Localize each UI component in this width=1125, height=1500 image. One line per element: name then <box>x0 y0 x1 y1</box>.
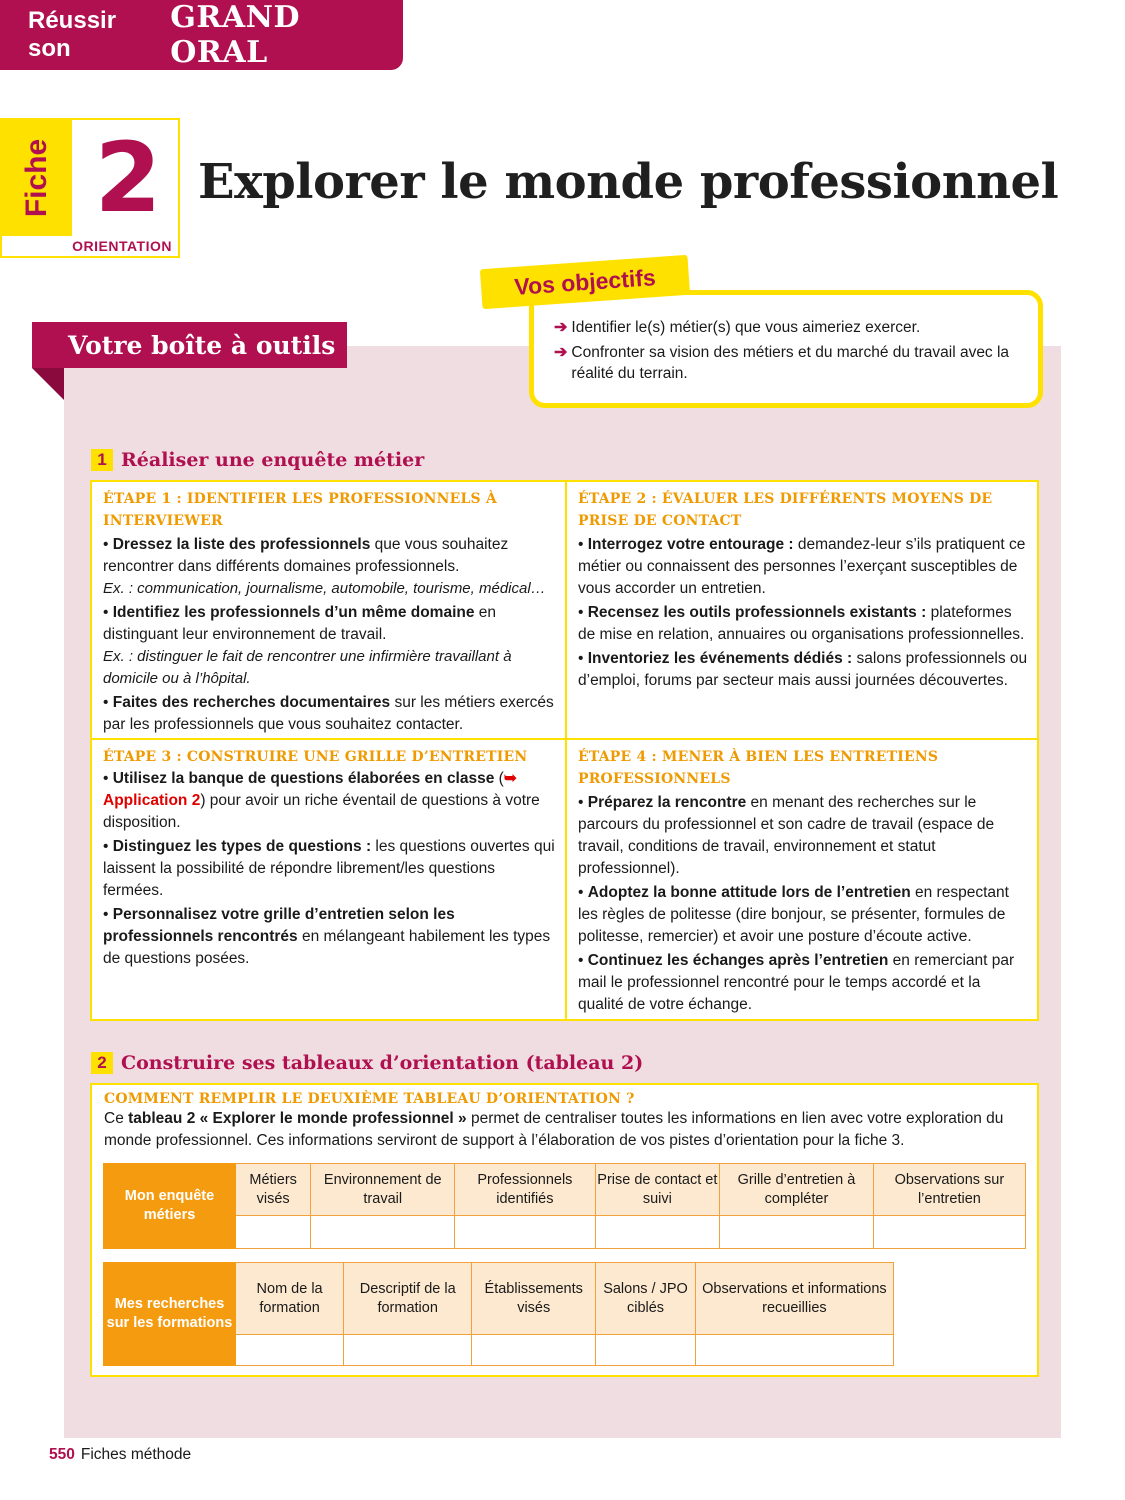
page-title: Explorer le monde professionnel <box>198 154 1059 210</box>
fiche-category: ORIENTATION <box>72 238 172 254</box>
objectives-box <box>529 290 1043 408</box>
fiche-label-band <box>2 120 72 236</box>
column-label: Grille d’entretien à compléter <box>720 1164 874 1216</box>
step-heading: ÉTAPE 2 : ÉVALUER LES DIFFÉRENTS MOYENS DE PRISE DE CONTACT <box>578 491 993 529</box>
empty-cell <box>720 1216 874 1249</box>
column-label: Descriptif de la formation <box>344 1263 472 1335</box>
step-2 <box>567 482 1039 692</box>
application-link[interactable]: ➥ Application 2 <box>103 770 517 809</box>
tableau-heading: COMMENT REMPLIR LE DEUXIÈME TABLEAU D’ORIENTATION ? <box>104 1091 635 1107</box>
table-row-header: Mon enquête métiers <box>104 1164 236 1249</box>
step-bullet: • Adoptez la bonne attitude lors de l’entretien en respectant les règles de politesse (dire bonjour, se présenter, formules de politesse, remercier) et avoir une posture d’écoute active. <box>578 884 1009 945</box>
objective-item <box>554 342 1024 384</box>
empty-cell <box>236 1216 311 1249</box>
step-bullet: • Interrogez votre entourage : demandez-leur s’ils pratiquent ce métier ou connaissent des personnes l’exerçant susceptibles de vous accorder un entretien. <box>578 536 1026 597</box>
fiche-label: Fiche <box>20 138 53 218</box>
column-label: Professionnels identifiés <box>455 1164 595 1216</box>
empty-cell <box>236 1335 344 1366</box>
step-bullet: • Utilisez la banque de questions élaborées en classe (➥ Application 2) pour avoir un riche éventail de questions à votre disposition. <box>103 770 540 831</box>
step-bullet: • Dressez la liste des professionnels que vous souhaitez rencontrer dans différents domaines professionnels. <box>103 536 509 575</box>
objective-text: Confronter sa vision des métiers et du marché du travail avec la réalité du terrain. <box>571 344 1010 382</box>
empty-cell <box>596 1335 696 1366</box>
column-label: Métiers visés <box>236 1164 311 1216</box>
empty-cell <box>595 1216 720 1249</box>
step-bullet: • Distinguez les types de questions : les questions ouvertes qui laissent la possibilité de répondre librement/les questions fermées. <box>103 838 555 899</box>
header-banner <box>0 0 403 70</box>
section-1-title <box>91 449 424 471</box>
step-bullet: • Inventoriez les événements dédiés : salons professionnels ou d’emploi, forums par secteur mais aussi journées découvertes. <box>578 650 1028 689</box>
header-big: GRAND ORAL <box>170 0 301 70</box>
step-3 <box>92 740 565 970</box>
objective-item <box>554 317 1024 338</box>
step-bullet: • Identifiez les professionnels d’un même domaine en distinguant leur environnement de travail. <box>103 604 497 643</box>
step-bullet: • Recensez les outils professionnels existants : plateformes de mise en relation, annuaires ou organisations professionnelles. <box>578 604 1025 643</box>
step-1 <box>92 482 565 736</box>
toolbox-tab: Votre boîte à outils <box>32 322 347 368</box>
table-row-header: Mes recherches sur les formations <box>104 1263 236 1366</box>
empty-cell <box>695 1335 893 1366</box>
step-heading: ÉTAPE 3 : CONSTRUIRE UNE GRILLE D’ENTRETIEN <box>103 749 528 765</box>
table-recherches-formations <box>103 1262 894 1366</box>
column-label: Nom de la formation <box>236 1263 344 1335</box>
column-label: Salons / JPO ciblés <box>596 1263 696 1335</box>
steps-grid <box>90 480 1039 1021</box>
page-footer <box>49 1446 191 1464</box>
column-label: Environnement de travail <box>311 1164 455 1216</box>
section-title-text: Construire ses tableaux d’orientation (tableau 2) <box>121 1052 644 1074</box>
column-label: Observations sur l’entretien <box>873 1164 1025 1216</box>
step-bullet: • Continuez les échanges après l’entretien en remerciant par mail le professionnel rencontré pour le temps accordé et la qualité de votre échange. <box>578 952 1015 1013</box>
footer-label: Fiches méthode <box>80 1446 192 1463</box>
fiche-number: 2 <box>94 122 162 234</box>
arrow-right-icon: ➔ <box>554 344 568 361</box>
header-small: Réussir son <box>28 7 117 62</box>
step-bullet: • Personnalisez votre grille d’entretien selon les professionnels rencontrés en mélangeant habilement les types de questions posées. <box>103 906 551 967</box>
section-number: 1 <box>91 449 113 471</box>
step-example: Ex. : distinguer le fait de rencontrer une infirmière travaillant à domicile ou à l’hôpital. <box>103 648 512 687</box>
page-number: 550 <box>49 1446 75 1463</box>
step-example: Ex. : communication, journalisme, automobile, tourisme, médical… <box>103 580 546 597</box>
objectives-label: Vos objectifs <box>480 255 690 309</box>
empty-cell <box>873 1216 1025 1249</box>
step-bullet: • Préparez la rencontre en menant des recherches sur le parcours du professionnel et son cadre de travail (espace de travail, conditions de travail, environnement et statut professionnel). <box>578 794 995 877</box>
empty-cell <box>311 1216 455 1249</box>
column-label: Observations et informations recueillies <box>695 1263 893 1335</box>
column-label: Prise de contact et suivi <box>595 1164 720 1216</box>
arrow-right-icon: ➔ <box>554 319 568 336</box>
step-heading: ÉTAPE 4 : MENER À BIEN LES ENTRETIENS PROFESSIONNELS <box>578 749 939 787</box>
empty-cell <box>472 1335 596 1366</box>
section-2-title <box>91 1052 643 1074</box>
toolbox-tab-fold <box>32 368 64 400</box>
step-heading: ÉTAPE 1 : IDENTIFIER LES PROFESSIONNELS À INTERVIEWER <box>103 491 497 529</box>
empty-cell <box>455 1216 595 1249</box>
fiche-box <box>0 118 180 258</box>
column-label: Établissements visés <box>472 1263 596 1335</box>
step-4 <box>567 740 1039 1016</box>
section-title-text: Réaliser une enquête métier <box>121 449 425 471</box>
step-bullet: • Faites des recherches documentaires sur les métiers exercés par les professionnels que vous souhaitez contacter. <box>103 694 554 733</box>
table-enquete-metiers <box>103 1163 1026 1249</box>
empty-cell <box>344 1335 472 1366</box>
objective-text: Identifier le(s) métier(s) que vous aimeriez exercer. <box>571 319 921 336</box>
tableau-description: Ce tableau 2 « Explorer le monde professionnel » permet de centraliser toutes les informations en lien avec votre exploration du monde professionnel. Ces informations serviront de support à l’élaboration de vos pistes d’orientation pour la fiche 3. <box>104 1110 1004 1149</box>
section-number: 2 <box>91 1052 113 1074</box>
